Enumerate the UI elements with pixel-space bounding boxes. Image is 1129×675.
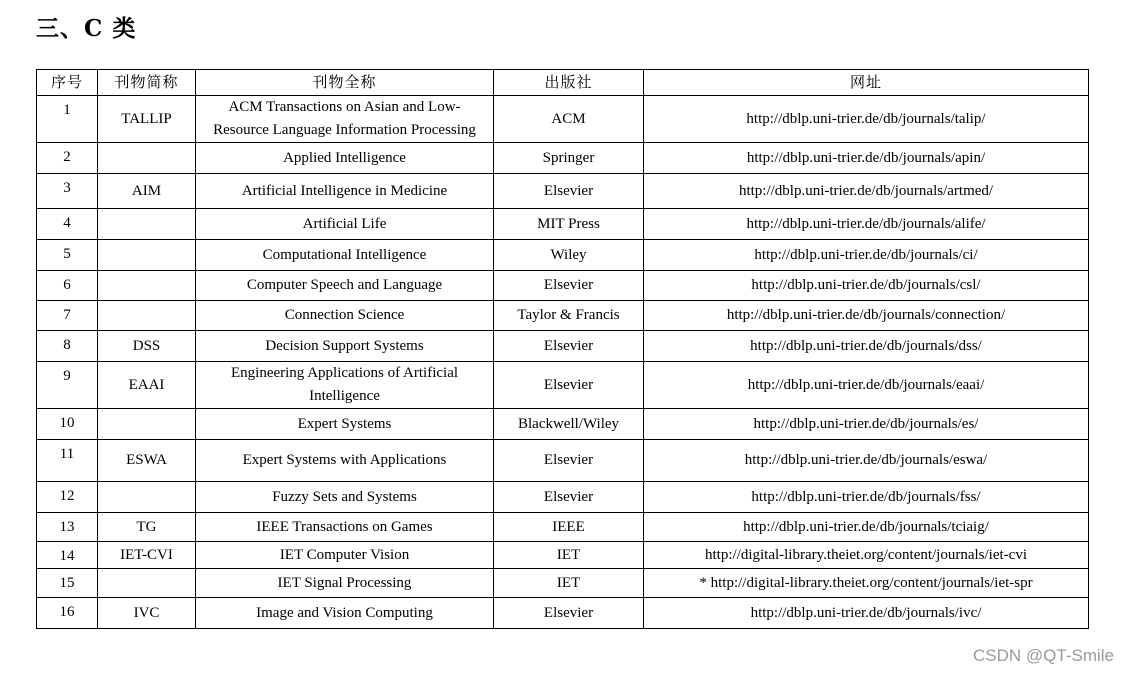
cell-url: http://dblp.uni-trier.de/db/journals/eaai/ bbox=[644, 362, 1089, 409]
cell-publisher: Elsevier bbox=[494, 440, 644, 482]
cell-abbreviation: TALLIP bbox=[98, 96, 196, 143]
cell-full-name: Computational Intelligence bbox=[196, 240, 494, 271]
cell-publisher: ACM bbox=[494, 96, 644, 143]
table-row bbox=[37, 96, 1089, 143]
cell-url: http://dblp.uni-trier.de/db/journals/tciaig/ bbox=[644, 513, 1089, 542]
cell-url: http://dblp.uni-trier.de/db/journals/ivc/ bbox=[644, 598, 1089, 629]
cell-publisher: MIT Press bbox=[494, 209, 644, 240]
table-row bbox=[37, 271, 1089, 301]
cell-url: * http://digital-library.theiet.org/content/journals/iet-spr bbox=[644, 569, 1089, 598]
cell-url: http://dblp.uni-trier.de/db/journals/es/ bbox=[644, 409, 1089, 440]
cell-publisher: Elsevier bbox=[494, 482, 644, 513]
table-row bbox=[37, 542, 1089, 569]
cell-index: 11 bbox=[37, 440, 98, 482]
cell-publisher: Elsevier bbox=[494, 271, 644, 301]
cell-publisher: Taylor & Francis bbox=[494, 301, 644, 331]
cell-abbreviation: IET-CVI bbox=[98, 542, 196, 569]
cell-abbreviation bbox=[98, 482, 196, 513]
cell-index: 15 bbox=[37, 569, 98, 598]
table-row bbox=[37, 569, 1089, 598]
cell-index: 13 bbox=[37, 513, 98, 542]
section-heading: 三、C 类 bbox=[36, 15, 137, 42]
journal-table bbox=[36, 69, 1089, 629]
cell-url: http://dblp.uni-trier.de/db/journals/csl/ bbox=[644, 271, 1089, 301]
cell-index: 2 bbox=[37, 143, 98, 174]
cell-abbreviation bbox=[98, 569, 196, 598]
cell-index: 14 bbox=[37, 542, 98, 569]
cell-publisher: Springer bbox=[494, 143, 644, 174]
cell-abbreviation bbox=[98, 143, 196, 174]
csdn-watermark: CSDN @QT-Smile bbox=[973, 646, 1114, 665]
cell-publisher: IET bbox=[494, 569, 644, 598]
cell-publisher: Elsevier bbox=[494, 362, 644, 409]
table-row bbox=[37, 362, 1089, 409]
cell-abbreviation: ESWA bbox=[98, 440, 196, 482]
cell-full-name: Engineering Applications of Artificial Intelligence bbox=[196, 362, 494, 409]
cell-abbreviation bbox=[98, 409, 196, 440]
cell-full-name: Artificial Intelligence in Medicine bbox=[196, 174, 494, 209]
cell-publisher: Elsevier bbox=[494, 598, 644, 629]
cell-url: http://dblp.uni-trier.de/db/journals/alife/ bbox=[644, 209, 1089, 240]
cell-full-name: Artificial Life bbox=[196, 209, 494, 240]
header-full-name: 刊物全称 bbox=[196, 70, 494, 96]
cell-abbreviation: TG bbox=[98, 513, 196, 542]
cell-abbreviation: IVC bbox=[98, 598, 196, 629]
cell-index: 9 bbox=[37, 362, 98, 409]
cell-index: 12 bbox=[37, 482, 98, 513]
cell-index: 16 bbox=[37, 598, 98, 629]
cell-url: http://dblp.uni-trier.de/db/journals/fss/ bbox=[644, 482, 1089, 513]
cell-index: 8 bbox=[37, 331, 98, 362]
cell-abbreviation bbox=[98, 209, 196, 240]
cell-abbreviation: AIM bbox=[98, 174, 196, 209]
table-row bbox=[37, 331, 1089, 362]
table-row bbox=[37, 482, 1089, 513]
cell-full-name: Applied Intelligence bbox=[196, 143, 494, 174]
cell-publisher: IEEE bbox=[494, 513, 644, 542]
table-header-row bbox=[37, 70, 1089, 96]
cell-abbreviation: DSS bbox=[98, 331, 196, 362]
table-row bbox=[37, 409, 1089, 440]
cell-index: 10 bbox=[37, 409, 98, 440]
cell-full-name: Fuzzy Sets and Systems bbox=[196, 482, 494, 513]
cell-abbreviation: EAAI bbox=[98, 362, 196, 409]
table-row bbox=[37, 143, 1089, 174]
cell-full-name: Computer Speech and Language bbox=[196, 271, 494, 301]
header-publisher: 出版社 bbox=[494, 70, 644, 96]
table-row bbox=[37, 240, 1089, 271]
cell-index: 1 bbox=[37, 96, 98, 143]
cell-url: http://dblp.uni-trier.de/db/journals/connection/ bbox=[644, 301, 1089, 331]
table-row bbox=[37, 209, 1089, 240]
cell-index: 5 bbox=[37, 240, 98, 271]
cell-full-name: Expert Systems with Applications bbox=[196, 440, 494, 482]
cell-publisher: Blackwell/Wiley bbox=[494, 409, 644, 440]
cell-url: http://dblp.uni-trier.de/db/journals/talip/ bbox=[644, 96, 1089, 143]
table-row bbox=[37, 301, 1089, 331]
cell-full-name: ACM Transactions on Asian and Low-Resource Language Information Processing bbox=[196, 96, 494, 143]
cell-full-name: Expert Systems bbox=[196, 409, 494, 440]
cell-full-name: Image and Vision Computing bbox=[196, 598, 494, 629]
cell-index: 3 bbox=[37, 174, 98, 209]
table-row bbox=[37, 440, 1089, 482]
cell-url: http://dblp.uni-trier.de/db/journals/apin/ bbox=[644, 143, 1089, 174]
table-row bbox=[37, 174, 1089, 209]
table-row bbox=[37, 598, 1089, 629]
cell-publisher: Wiley bbox=[494, 240, 644, 271]
cell-full-name: IET Computer Vision bbox=[196, 542, 494, 569]
cell-abbreviation bbox=[98, 240, 196, 271]
cell-url: http://digital-library.theiet.org/content/journals/iet-cvi bbox=[644, 542, 1089, 569]
cell-publisher: Elsevier bbox=[494, 174, 644, 209]
cell-url: http://dblp.uni-trier.de/db/journals/dss/ bbox=[644, 331, 1089, 362]
cell-full-name: Connection Science bbox=[196, 301, 494, 331]
header-url: 网址 bbox=[644, 70, 1089, 96]
header-index: 序号 bbox=[37, 70, 98, 96]
cell-index: 6 bbox=[37, 271, 98, 301]
header-abbreviation: 刊物简称 bbox=[98, 70, 196, 96]
cell-abbreviation bbox=[98, 271, 196, 301]
cell-publisher: IET bbox=[494, 542, 644, 569]
cell-abbreviation bbox=[98, 301, 196, 331]
cell-full-name: IEEE Transactions on Games bbox=[196, 513, 494, 542]
cell-index: 4 bbox=[37, 209, 98, 240]
table-row bbox=[37, 513, 1089, 542]
cell-url: http://dblp.uni-trier.de/db/journals/eswa/ bbox=[644, 440, 1089, 482]
cell-url: http://dblp.uni-trier.de/db/journals/artmed/ bbox=[644, 174, 1089, 209]
cell-index: 7 bbox=[37, 301, 98, 331]
cell-full-name: IET Signal Processing bbox=[196, 569, 494, 598]
cell-url: http://dblp.uni-trier.de/db/journals/ci/ bbox=[644, 240, 1089, 271]
cell-full-name: Decision Support Systems bbox=[196, 331, 494, 362]
cell-publisher: Elsevier bbox=[494, 331, 644, 362]
